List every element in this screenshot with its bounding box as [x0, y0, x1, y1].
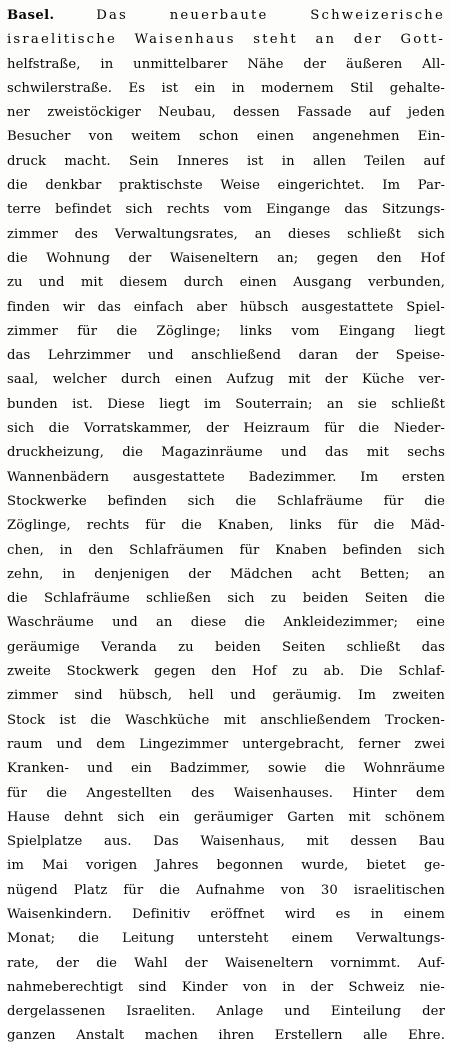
- article-line-37: nügend Platz für die Aufnahme von 30 israelitischen: [7, 882, 445, 898]
- article-line-36: im Mai vorigen Jahres begonnen wurde, bietet ge-: [7, 858, 445, 874]
- article-line-34: Hause dehnt sich ein geräumiger Garten mit schönem: [7, 809, 445, 825]
- article-line-12: zu und mit diesem durch einen Ausgang verbunden,: [7, 275, 445, 291]
- article-line-15: das Lehrzimmer und anschließend daran der Speise-: [7, 348, 445, 364]
- article-line-43: ganzen Anstalt machen ihren Erstellern alle Ehre.: [7, 1028, 445, 1044]
- article-line-5: ner zweistöckiger Neubau, dessen Fassade auf jeden: [7, 105, 445, 121]
- article-line-2: israelitische Waisenhaus steht an der Gott-: [7, 32, 445, 48]
- article-line-35: Spielplatze aus. Das Waisenhaus, mit dessen Bau: [7, 834, 445, 850]
- article-line-7: druck macht. Sein Inneres ist in allen Teilen auf: [7, 153, 445, 169]
- article-line-33: für die Angestellten des Waisenhauses. Hinter dem: [7, 785, 445, 801]
- article-line-32: Kranken- und ein Badzimmer, sowie die Wohnräume: [7, 761, 445, 777]
- article-line-8: die denkbar praktischste Weise eingerichtet. Im Par-: [7, 178, 445, 194]
- article-line-30: Stock ist die Waschküche mit anschließendem Trocken-: [7, 712, 445, 728]
- article-line-21: Stockwerke befinden sich die Schlafräume für die: [7, 493, 445, 509]
- article-line-26: Waschräume und an diese die Ankleidezimmer; eine: [7, 615, 445, 631]
- article-line-4: schwilerstraße. Es ist ein in modernem Stil gehalte-: [7, 80, 445, 96]
- headline-text: Das neuerbaute Schweizerische: [54, 8, 445, 23]
- article-line-13: finden wir das einfach aber hübsch ausgestattete Spiel-: [7, 299, 445, 315]
- article-line-20: Wannenbädern ausgestattete Badezimmer. Im ersten: [7, 469, 445, 485]
- article-line-6: Besucher von weitem schon einen angenehmen Ein-: [7, 129, 445, 145]
- article-line-19: druckheizung, die Magazinräume und das mit sechs: [7, 445, 445, 461]
- article-line-31: raum und dem Lingezimmer untergebracht, ferner zwei: [7, 736, 445, 752]
- article-line-28: zweite Stockwerk gegen den Hof zu ab. Die Schlaf-: [7, 664, 445, 680]
- article-text: [7, 4, 445, 1049]
- article-line-24: zehn, in denjenigen der Mädchen acht Betten; an: [7, 566, 445, 582]
- article-line-40: rate, der die Wahl der Waiseneltern vornimmt. Auf-: [7, 955, 445, 971]
- article-line-39: Monat; die Leitung untersteht einem Verwaltungs-: [7, 931, 445, 947]
- article-line-16: saal, welcher durch einen Aufzug mit der Küche ver-: [7, 372, 445, 388]
- article-line-27: geräumige Veranda zu beiden Seiten schließt das: [7, 639, 445, 655]
- article-line-38: Waisenkindern. Definitiv eröffnet wird es in einem: [7, 906, 445, 922]
- article-line-3: helfstraße, in unmittelbarer Nähe der äußeren All-: [7, 56, 445, 72]
- article-line-11: die Wohnung der Waiseneltern an; gegen den Hof: [7, 250, 445, 266]
- article-line-29: zimmer sind hübsch, hell und geräumig. Im zweiten: [7, 688, 445, 704]
- dateline: Basel.: [7, 8, 55, 23]
- article-line-25: die Schlafräume schließen sich zu beiden Seiten die: [7, 591, 445, 607]
- article-line-22: Zöglinge, rechts für die Knaben, links für die Mäd-: [7, 518, 445, 534]
- article-line-23: chen, in den Schlafräumen für Knaben befinden sich: [7, 542, 445, 558]
- article-line-1: [7, 4, 445, 28]
- article-line-14: zimmer für die Zöglinge; links vom Eingang liegt: [7, 323, 445, 339]
- article-line-41: nahmeberechtigt sind Kinder von in der Schweiz nie-: [7, 979, 445, 995]
- article-line-9: terre befindet sich rechts vom Eingange das Sitzungs-: [7, 202, 445, 218]
- article-line-18: sich die Vorratskammer, der Heizraum für die Nieder-: [7, 421, 445, 437]
- article-line-42: dergelassenen Israeliten. Anlage und Einteilung der: [7, 1004, 445, 1020]
- article-line-17: bunden ist. Diese liegt im Souterrain; an sie schließt: [7, 396, 445, 412]
- article-line-10: zimmer des Verwaltungsrates, an dieses schließt sich: [7, 226, 445, 242]
